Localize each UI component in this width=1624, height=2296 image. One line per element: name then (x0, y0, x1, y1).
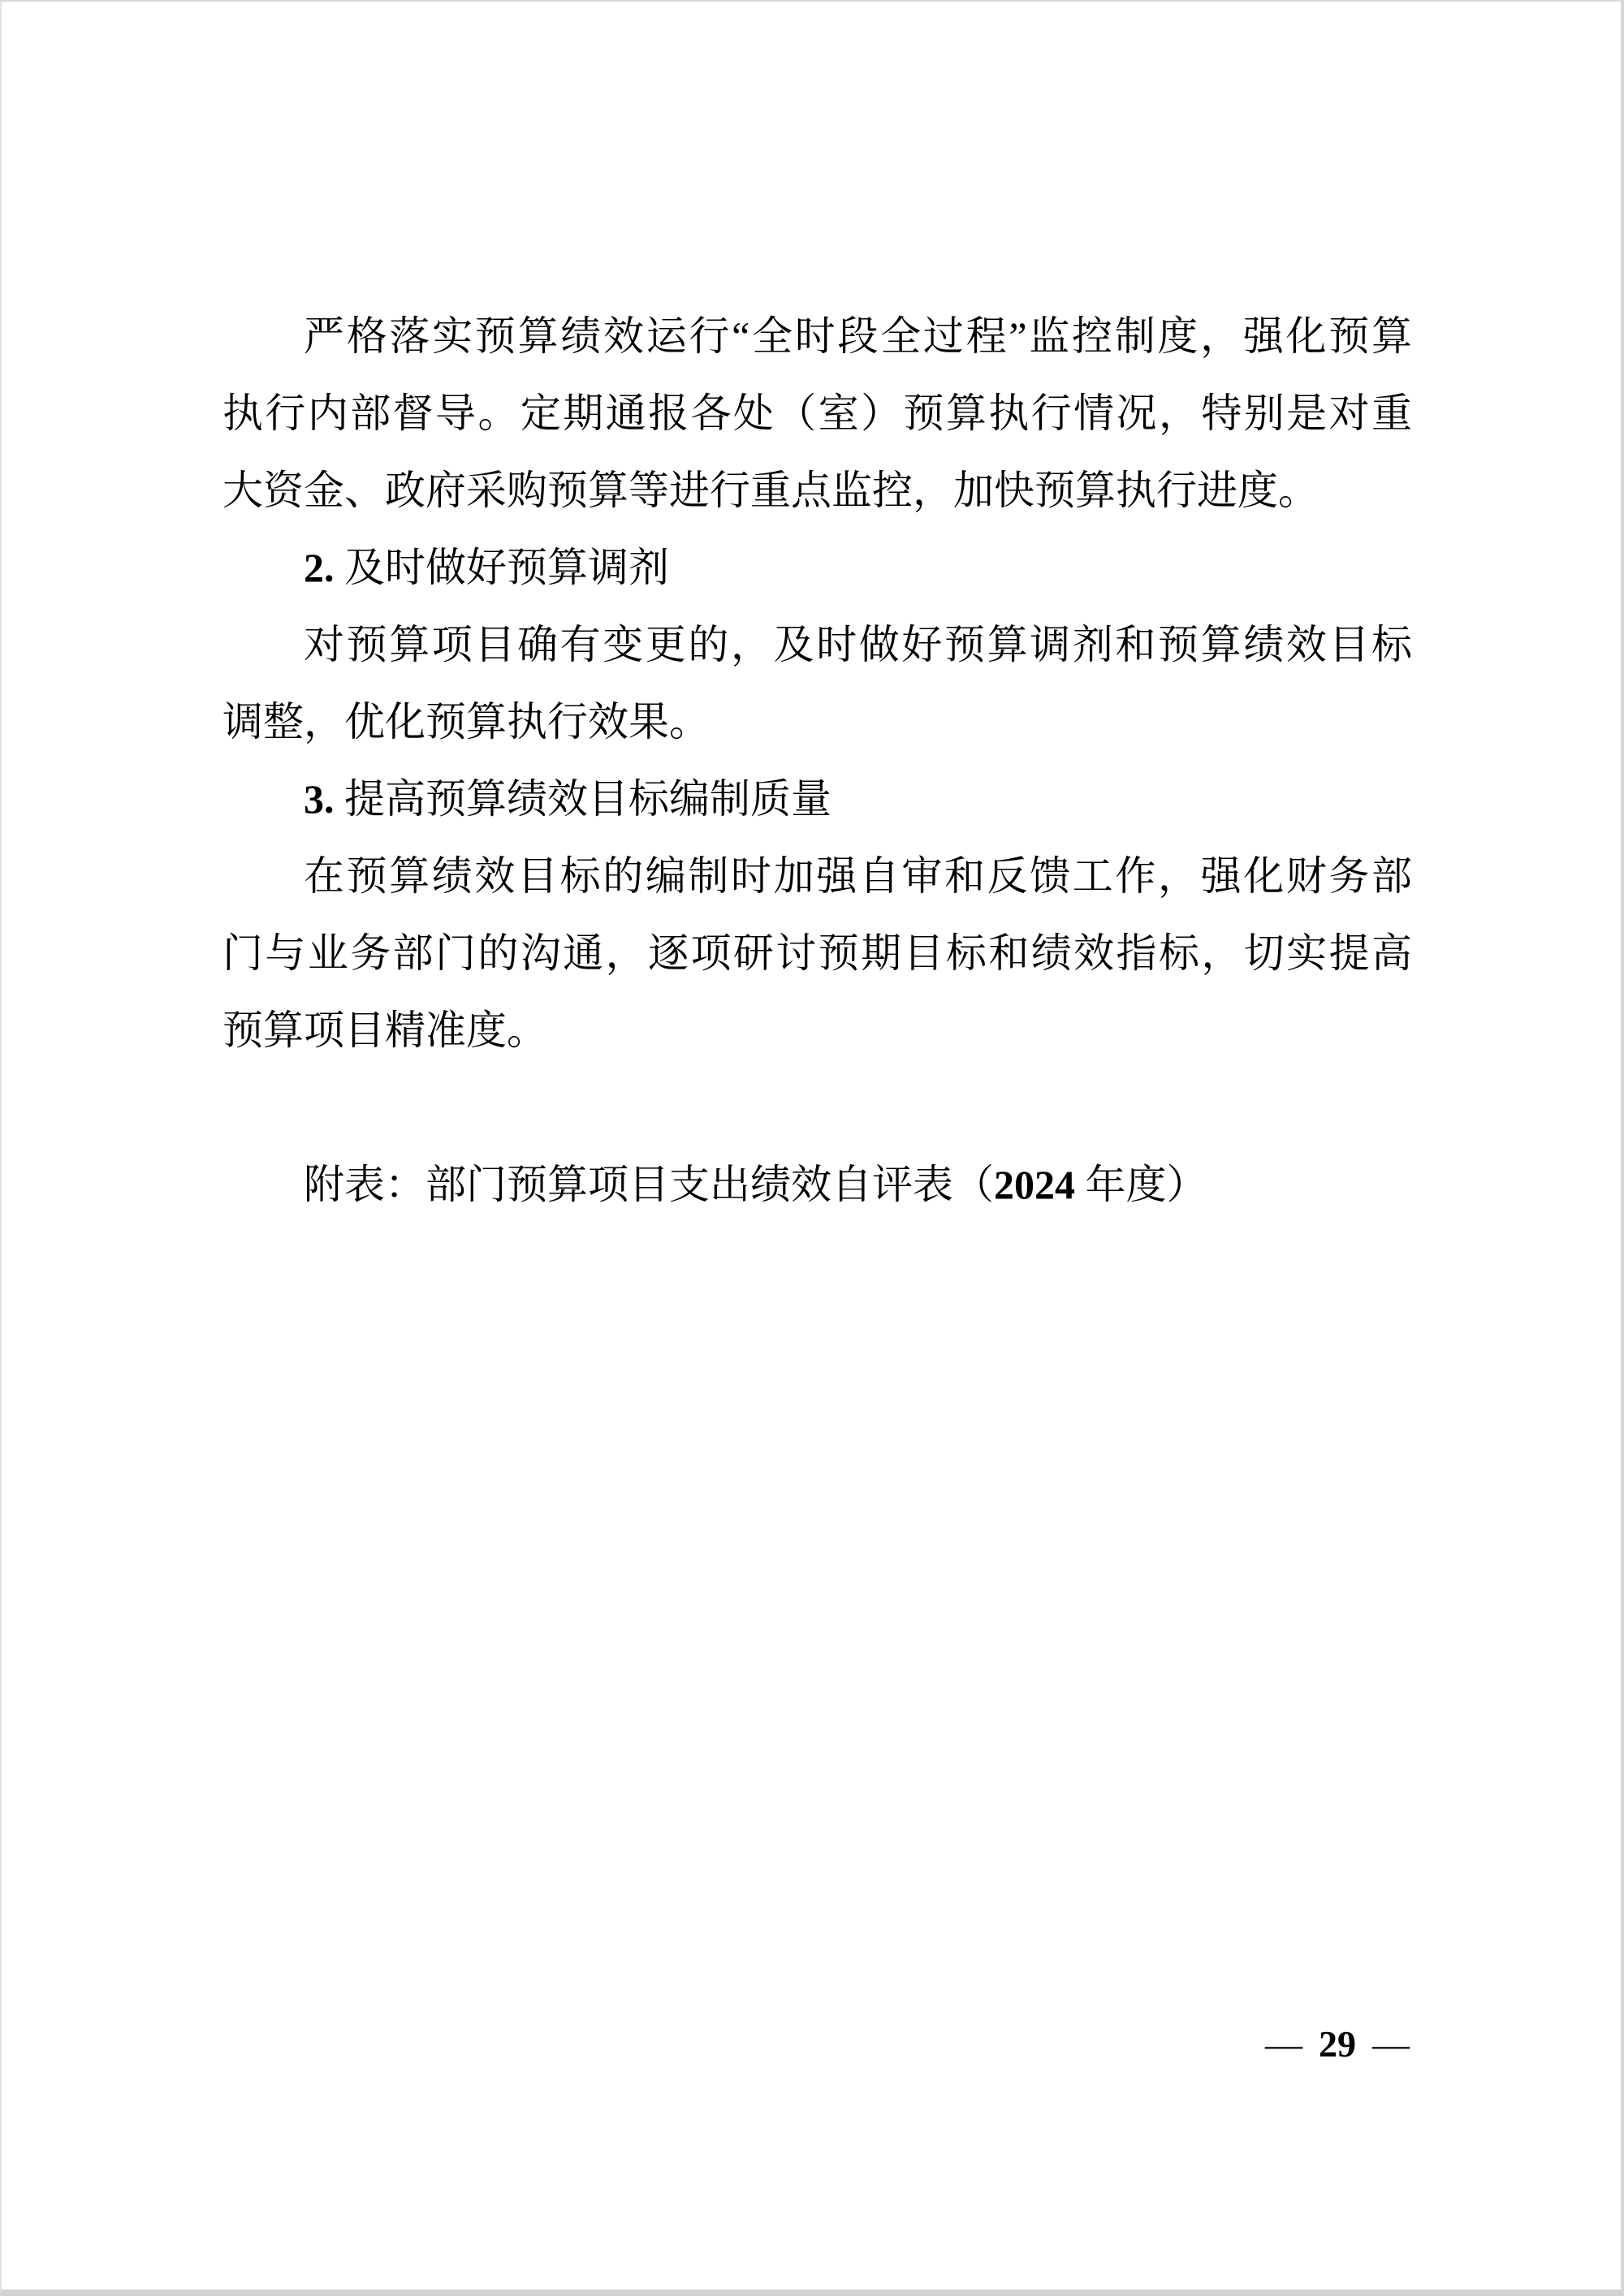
text-line (222, 452, 1412, 529)
text-line (222, 915, 1412, 992)
body-text: 执行内部督导。定期通报各处（室）预算执行情况，特别是对重 (222, 391, 1412, 436)
body-text: 对预算项目确有变更的，及时做好预算调剂和预算绩效目标 (304, 622, 1412, 667)
body-text: 调整，优化预算执行效果。 (222, 699, 710, 744)
body-text: 及时做好预算调剂 (334, 545, 669, 590)
text-line (222, 529, 1412, 606)
body-text: 预算项目精准度。 (222, 1008, 547, 1053)
footer-right-dash: — (1372, 2023, 1410, 2065)
body-text: 门与业务部门的沟通，逐项研讨预期目标和绩效指标，切实提高 (222, 930, 1412, 976)
footer-left-dash: — (1265, 2023, 1302, 2065)
body-text: 年度） (1075, 1162, 1207, 1207)
body-text: 严格落实预算绩效运行“全时段全过程”监控制度，强化预算 (304, 313, 1412, 359)
text-line (222, 838, 1412, 915)
document-body (222, 298, 1412, 1224)
body-text: 提高预算绩效目标编制质量 (334, 776, 831, 822)
text-line (222, 375, 1412, 452)
text-line (222, 1146, 1412, 1224)
text-line (222, 684, 1412, 761)
bold-number-text: 2024 (994, 1162, 1075, 1207)
bold-number-text: 2. (304, 545, 335, 590)
blank-line (222, 1069, 1412, 1146)
body-text: 大资金、政府采购预算等进行重点监控，加快预算执行进度。 (222, 468, 1319, 513)
body-text: 附表：部门预算项目支出绩效自评表（ (304, 1162, 994, 1207)
bold-number-text: 3. (304, 776, 335, 822)
text-line (222, 761, 1412, 838)
text-line (222, 992, 1412, 1069)
page-footer (1252, 2005, 1423, 2082)
text-line (222, 298, 1412, 375)
page-number: 29 (1319, 2023, 1356, 2065)
text-line (222, 606, 1412, 684)
body-text: 在预算绩效目标的编制时加强自审和反馈工作，强化财务部 (304, 853, 1412, 899)
